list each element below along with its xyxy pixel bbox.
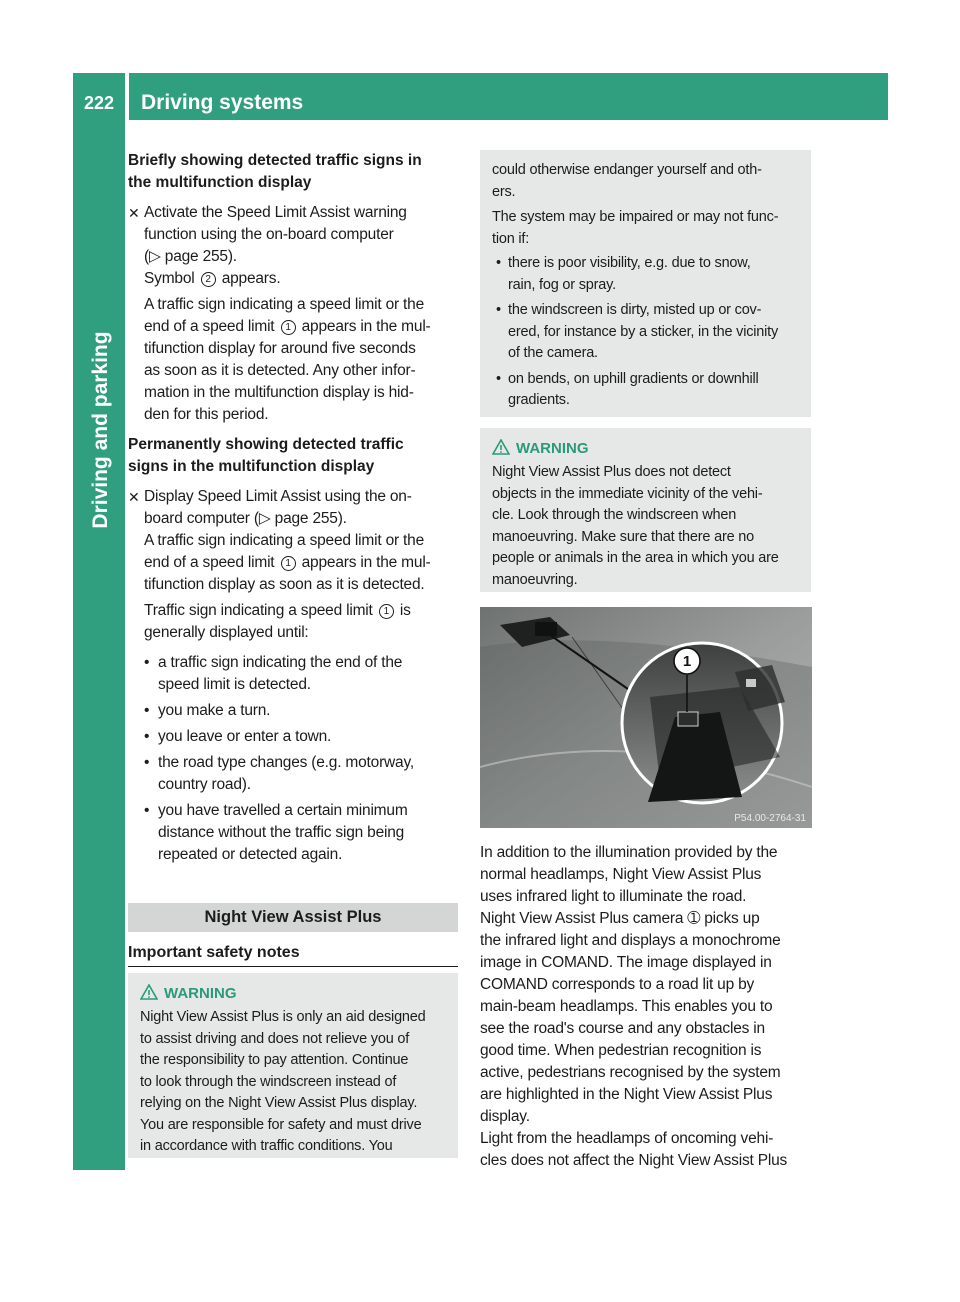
warning-box	[128, 973, 458, 1158]
list-item	[128, 652, 460, 696]
callout-1-icon: 1	[281, 556, 296, 571]
list-item	[128, 800, 460, 866]
text-line: relying on the Night View Assist Plus display.	[140, 1095, 418, 1111]
text-line: you have travelled a certain minimum	[158, 802, 408, 819]
warning-text-continued	[492, 160, 799, 203]
figure-code: P54.00-2764-31	[734, 813, 806, 824]
text-line: people or animals in the area in which you are	[492, 550, 779, 566]
page-reference-link[interactable]: (▷ page 255).	[144, 248, 237, 265]
text-line: cle. Look through the windscreen when	[492, 507, 737, 523]
warning-box-continued	[480, 150, 811, 417]
windscreen-camera-image	[480, 607, 812, 828]
bullet-icon: •	[496, 255, 501, 271]
text-line: you leave or enter a town.	[158, 728, 332, 745]
bullet-icon: •	[496, 302, 501, 318]
text-line: see the road's course and any obstacles in	[480, 1020, 765, 1037]
instruction-step: ✕ Activate the Speed Limit Assist warning function using the on-board computer (▷ page 255). Symbol 2 appears.	[128, 204, 407, 287]
header-divider	[125, 73, 129, 120]
text-line: there is poor visibility, e.g. due to snow,	[508, 255, 751, 271]
text-line: cles does not affect the Night View Assist Plus	[480, 1152, 788, 1169]
text-line: you make a turn.	[158, 702, 271, 719]
text-line: Night View Assist Plus is only an aid designed	[140, 1009, 426, 1025]
text-line: could otherwise endanger yourself and oth-	[492, 162, 762, 178]
warning-box	[480, 428, 811, 592]
page-header	[73, 73, 888, 120]
text-line: manoeuvring.	[492, 571, 578, 588]
paragraph: A traffic sign indicating a speed limit or the end of a speed limit 1 appears in the mul- tifunction display for around five seconds as soon as it is detected. Any other infor- mation in the multifunction display is hid- den for this period.	[144, 296, 431, 423]
impairment-list	[492, 253, 799, 412]
text-line: the responsibility to pay attention. Continue	[140, 1052, 409, 1068]
warning-heading: WARNING	[492, 438, 799, 460]
left-column	[128, 150, 460, 870]
body-text	[480, 842, 814, 1172]
list-item	[492, 300, 799, 365]
list-item	[128, 700, 460, 722]
page-reference-link[interactable]: board computer (▷ page 255).	[144, 510, 347, 527]
text-line: The system may be impaired or may not func-	[492, 209, 779, 225]
text-line: Light from the headlamps of oncoming vehi-	[480, 1130, 774, 1147]
text-line: main-beam headlamps. This enables you to	[480, 998, 773, 1015]
bullet-icon: •	[144, 702, 150, 719]
instruction-step: ✕ Display Speed Limit Assist using the on- board computer (▷ page 255). A traffic sign indicating a speed limit or the end of a speed limit 1 appears in the mul- tifunction display as soon as it is detected.	[128, 488, 431, 593]
text-line: In addition to the illumination provided by the	[480, 844, 778, 861]
text-line: uses infrared light to illuminate the road.	[480, 888, 747, 905]
text-line: ered, for instance by a sticker, in the vicinity	[508, 323, 779, 340]
text-line: COMAND corresponds to a road lit up by	[480, 976, 755, 993]
text-line: the road type changes (e.g. motorway,	[158, 754, 414, 771]
bullet-icon: •	[144, 654, 150, 671]
callout-1-icon: 1	[379, 604, 394, 619]
text-line: to look through the windscreen instead of	[140, 1073, 397, 1090]
subsection-heading	[128, 942, 458, 967]
text-line: to assist driving and does not relieve you of	[140, 1030, 410, 1047]
warning-triangle-icon	[140, 984, 158, 1000]
text-line: repeated or detected again.	[158, 846, 343, 863]
warning-text	[140, 1007, 446, 1158]
camera-illustration	[480, 607, 812, 828]
text-line: the windscreen is dirty, misted up or cov-	[508, 302, 762, 318]
text-line: Night View Assist Plus camera ➀ picks up	[480, 910, 760, 927]
paragraph: Traffic sign indicating a speed limit 1 is generally displayed until:	[144, 602, 411, 641]
text-line: are highlighted in the Night View Assist Plus	[480, 1086, 773, 1103]
callout-number: 1	[682, 653, 692, 670]
bullet-list	[128, 652, 460, 866]
chapter-title: Driving systems	[141, 91, 304, 114]
text-line: objects in the immediate vicinity of the vehi-	[492, 485, 763, 502]
heading-permanently-showing: Permanently showing detected traffic signs in the multifunction display	[128, 436, 404, 475]
arrow-marker-icon: ✕	[128, 205, 140, 221]
bullet-icon: •	[144, 754, 150, 771]
list-item	[128, 726, 460, 748]
text-line: manoeuvring. Make sure that there are no	[492, 528, 755, 545]
subsection-title: Important safety notes	[128, 944, 300, 961]
text-line: gradients.	[508, 392, 570, 408]
impairment-text	[492, 207, 799, 250]
bullet-icon: •	[144, 728, 150, 745]
page-number: 222	[83, 93, 115, 113]
side-tab	[73, 120, 125, 1170]
text-line: image in COMAND. The image displayed in	[480, 954, 772, 971]
callout-2-icon: 2	[201, 272, 216, 287]
warning-heading: WARNING	[140, 983, 446, 1005]
warning-triangle-icon	[492, 439, 510, 455]
text-line: speed limit is detected.	[158, 676, 311, 693]
callout-1-icon: 1	[281, 320, 296, 335]
text-line: You are responsible for safety and must drive	[140, 1116, 422, 1133]
list-item	[492, 253, 799, 296]
list-item	[492, 369, 799, 412]
text-line: good time. When pedestrian recognition is	[480, 1042, 762, 1059]
text-line: a traffic sign indicating the end of the	[158, 654, 403, 671]
text-line: normal headlamps, Night View Assist Plus	[480, 866, 762, 883]
text-line: the infrared light and displays a monochrome	[480, 932, 781, 949]
section-title: Night View Assist Plus	[204, 908, 382, 926]
text-line: of the camera.	[508, 345, 598, 361]
text-line: country road).	[158, 776, 251, 793]
text-line: on bends, on uphill gradients or downhill	[508, 370, 759, 387]
text-line: rain, fog or spray.	[508, 276, 616, 293]
text-line: active, pedestrians recognised by the system	[480, 1064, 781, 1081]
text-line: Night View Assist Plus does not detect	[492, 464, 731, 480]
arrow-marker-icon: ✕	[128, 489, 140, 505]
text-line: tion if:	[492, 230, 530, 247]
bullet-icon: •	[496, 370, 501, 387]
heading-briefly-showing: Briefly showing detected traffic signs in the multifunction display	[128, 152, 422, 191]
side-tab-label: Driving and parking	[89, 331, 112, 529]
text-line: ers.	[492, 183, 516, 200]
bullet-icon: •	[144, 802, 150, 819]
text-line: display.	[480, 1108, 530, 1125]
text-line: in accordance with traffic conditions. You	[140, 1138, 393, 1154]
text-line: distance without the traffic sign being	[158, 824, 405, 841]
section-heading-bar	[128, 903, 458, 932]
list-item	[128, 752, 460, 796]
warning-text	[492, 462, 799, 591]
